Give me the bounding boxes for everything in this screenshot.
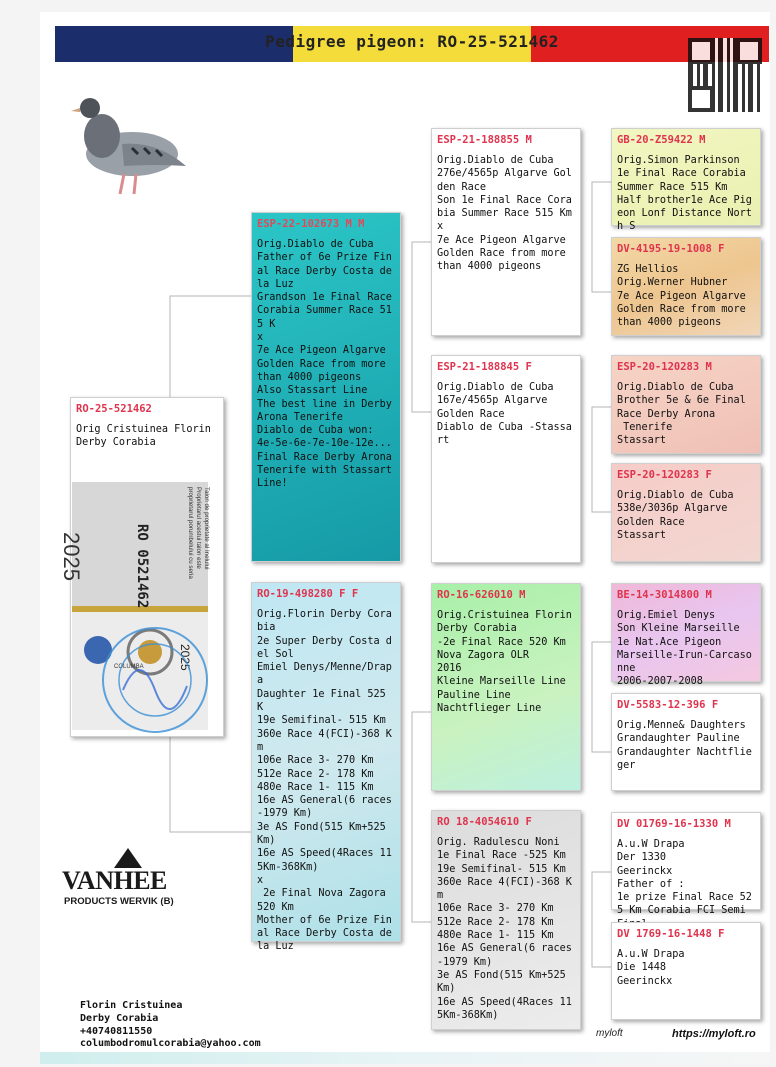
- myloft-logo: myloft: [596, 1028, 623, 1039]
- sire-card[interactable]: [251, 212, 401, 562]
- dam-ring: RO-19-498280 F F: [257, 588, 359, 600]
- pedigree-page: [40, 12, 770, 1064]
- subject-ring: RO-25-521462: [76, 403, 152, 415]
- contact-block: [80, 1000, 261, 1051]
- dam-dam-text: Orig. Radulescu Noni 1e Final Race -525 Km 19e Semifinal- 515 Km 360e Race 4(FCI)-368 Km 106e Race 3- 270 Km 512e Race 2- 178 Km 480e Race 1- 115 Km 16e AS General(6 races-1979 Km) 3e AS Fond(515 Km+525 Km) 16e AS Speed(4Races 115Km-368Km): [437, 837, 572, 1021]
- dam-sire-dam-card[interactable]: [611, 693, 761, 791]
- vanhee-logo-name: VANHEE: [62, 866, 167, 895]
- sire-sire-ring: ESP-21-188855 M: [437, 134, 532, 146]
- dam-card[interactable]: [251, 582, 401, 953]
- sire-dam-ring: ESP-21-188845 F: [437, 361, 532, 373]
- dam-sire-sire-text: Orig.Emiel Denys Son Kleine Marseille 1e Nat.Ace Pigeon Marseille-Irun-Carcasonne 2006-2007-2008: [617, 610, 752, 688]
- dam-text: Orig.Florin Derby Corabia 2e Super Derby Costa del Sol Emiel Denys/Menne/Drapa Daughter 1e Final 525 K 19e Semifinal- 515 Km 360e Race 4(FCI)-368 Km 106e Race 3- 270 Km 512e Race 2- 178 Km 480e Race 1- 115 Km 16e AS General(6 races-1979 Km) 3e AS Fond(515 Km+525 Km) 16e AS Speed(4Races 115Km-368Km) x 2e Final Nova Zagora 520 Km Mother of 6e Prize Final Race Derby Costa de la Luz: [257, 609, 392, 953]
- subject-text: Orig Cristuinea Florin Derby Corabia: [76, 424, 211, 449]
- sticker-year-2: 2025: [178, 644, 192, 671]
- dam-sire-dam-ring: DV-5583-12-396 F: [617, 699, 719, 711]
- sire-sire-dam-text: ZG Hellios Orig.Werner Hubner 7e Ace Pigeon Algarve Golden Race from more than 4000 pigeons: [617, 264, 746, 329]
- sticker-year: 2025: [59, 532, 84, 581]
- sire-sire-card[interactable]: [431, 128, 581, 336]
- sire-sire-text: Orig.Diablo de Cuba 276e/4565p Algarve Golden Race Son 1e Final Race Corabia Summer Race 515 Km x 7e Ace Pigeon Algarve Golden Race from more than 4000 pigeons: [437, 155, 572, 273]
- sticker-ring-number: RO 0521462: [134, 524, 150, 609]
- sire-ring: ESP-22-102673 M M: [257, 218, 365, 230]
- dam-dam-dam-card[interactable]: [611, 922, 761, 1020]
- dam-dam-dam-text: A.u.W Drapa Die 1448 Geerinckx: [617, 949, 685, 987]
- contact-email[interactable]: columbodromulcorabia@yahoo.com: [80, 1038, 261, 1050]
- dam-dam-ring: RO 18-4054610 F: [437, 816, 532, 828]
- sire-sire-sire-card[interactable]: [611, 128, 761, 233]
- sire-sire-dam-ring: DV-4195-19-1008 F: [617, 243, 725, 255]
- contact-name: Florin Cristuinea: [80, 1000, 183, 1011]
- sire-dam-sire-card[interactable]: [611, 355, 761, 454]
- dam-sire-sire-ring: BE-14-3014800 M: [617, 589, 712, 601]
- club-stamp: [95, 620, 215, 740]
- contact-phone[interactable]: +40740811550: [80, 1025, 153, 1037]
- sire-dam-dam-text: Orig.Diablo de Cuba 538e/3036p Algarve Golden Race Stassart: [617, 490, 734, 541]
- sire-text: Orig.Diablo de Cuba Father of 6e Prize Final Race Derby Costa de la Luz Grandson 1e Final Race Corabia Summer Race 515 K x 7e Ace Pigeon Algarve Golden Race from more than 4000 pigeons Also Stassart Line The best line in Derby Arona Tenerife Diablo de Cuba won: 4e-5e-6e-7e-10e-12e... Final Race Derby Arona Tenerife with Stassart Line!: [257, 239, 392, 490]
- sire-sire-sire-text: Orig.Simon Parkinson 1e Final Race Corabia Summer Race 515 Km Half brother1e Ace Pigeon Lonf Distance North S: [617, 155, 752, 233]
- contact-loft: Derby Corabia: [80, 1012, 159, 1024]
- myloft-link[interactable]: https://myloft.ro: [672, 1028, 756, 1040]
- sire-sire-dam-card[interactable]: [611, 237, 761, 336]
- dam-dam-sire-ring: DV 01769-16-1330 M: [617, 818, 731, 830]
- sire-sire-sire-ring: GB-20-Z59422 M: [617, 134, 706, 146]
- sire-dam-sire-text: Orig.Diablo de Cuba Brother 5e & 6e Final Race Derby Arona Tenerife Stassart: [617, 382, 746, 447]
- dam-dam-card[interactable]: [431, 810, 581, 1030]
- dam-sire-ring: RO-16-626010 M: [437, 589, 526, 601]
- sire-dam-sire-ring: ESP-20-120283 M: [617, 361, 712, 373]
- dam-dam-dam-ring: DV 1769-16-1448 F: [617, 928, 725, 940]
- vanhee-logo-mark: [114, 848, 142, 868]
- dam-sire-dam-text: Orig.Menne& Daughters Grandaughter Pauline Grandaughter Nachtflieger: [617, 720, 752, 771]
- page-title: Pedigree pigeon: RO-25-521462: [265, 32, 559, 51]
- dam-sire-card[interactable]: [431, 583, 581, 791]
- sire-dam-dam-card[interactable]: [611, 463, 761, 562]
- sticker-brand: COLUMBA: [114, 664, 144, 670]
- dam-dam-sire-text: A.u.W Drapa Der 1330 Geerinckx Father of : 1e prize Final Race 525 Km Corabia FCI Semi: [617, 839, 752, 917]
- sire-dam-card[interactable]: [431, 355, 581, 563]
- sticker-note: Talon de proprietate al Inelului Proprietarul acestui talon este proprietarul porumbelului cu seria: [187, 487, 210, 579]
- dam-dam-sire-card[interactable]: [611, 812, 761, 917]
- sire-dam-dam-ring: ESP-20-120283 F: [617, 469, 712, 481]
- bottom-band: [40, 1052, 770, 1064]
- vanhee-logo: [62, 848, 212, 908]
- dam-sire-sire-card[interactable]: [611, 583, 761, 688]
- dam-sire-text: Orig.Cristuinea Florin Derby Corabia -2e Final Race 520 Km Nova Zagora OLR 2016 Kleine Marseille Line Pauline Line Nachtflieger Line: [437, 610, 572, 715]
- vanhee-logo-sub: PRODUCTS WERVIK (B): [64, 896, 174, 907]
- sire-dam-text: Orig.Diablo de Cuba 167e/4565p Algarve Golden Race Diablo de Cuba -Stassart: [437, 382, 572, 447]
